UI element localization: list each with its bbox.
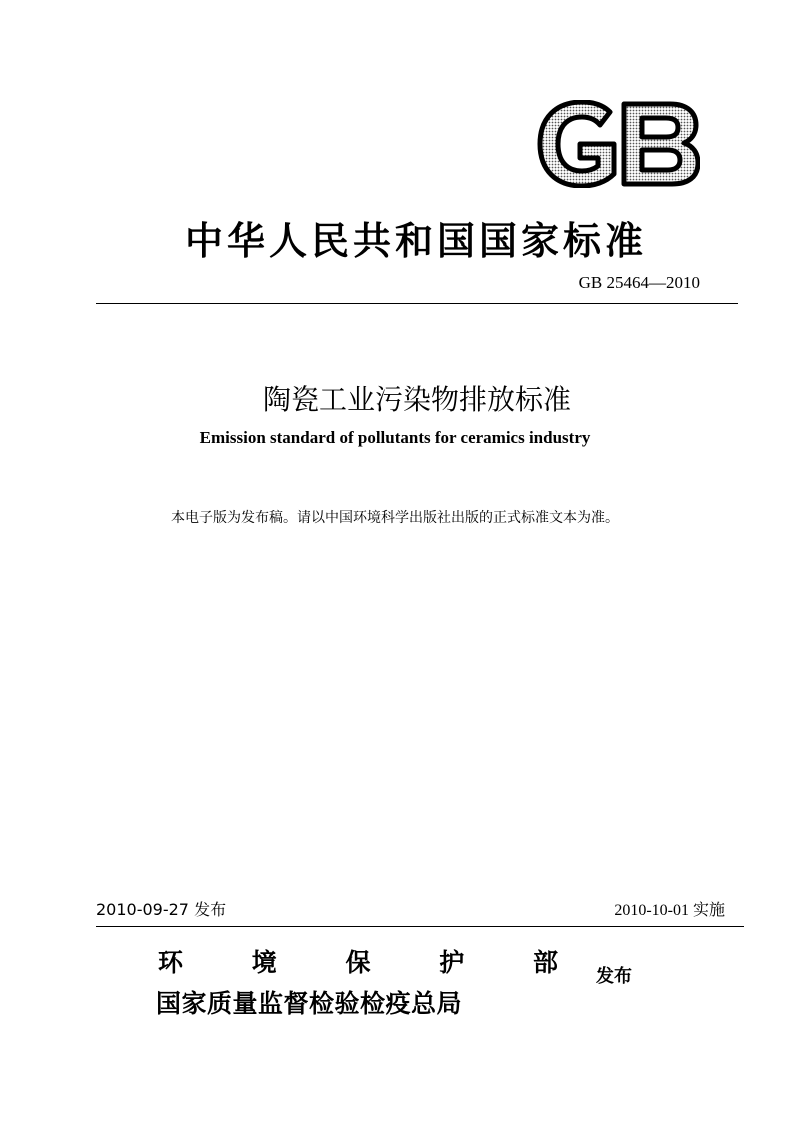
electronic-version-note: 本电子版为发布稿。请以中国环境科学出版社出版的正式标准文本为准。 xyxy=(171,510,619,526)
national-standard-heading: 中华人民共和国国家标准 xyxy=(184,219,647,263)
issue-date xyxy=(96,897,226,920)
issue-date-value: 2010-09-27 xyxy=(96,900,189,919)
footer-divider xyxy=(96,926,744,927)
standard-title-english: Emission standard of pollutants for ceramics industry xyxy=(199,428,591,447)
issue-date-label: 发布 xyxy=(194,900,227,919)
issuer-char: 境 xyxy=(251,948,277,977)
implementation-date-value: 2010-10-01 xyxy=(614,902,689,919)
implementation-date-label: 实施 xyxy=(692,900,725,919)
issuer-char: 保 xyxy=(345,948,371,977)
issuer-char: 部 xyxy=(532,948,558,977)
implementation-date xyxy=(614,897,725,920)
issuer-aqsiq: 国家质量监督检验检疫总局 xyxy=(156,989,463,1018)
issuer-ministry-of-environmental-protection xyxy=(158,943,558,979)
header-divider xyxy=(96,303,738,304)
gb-logo xyxy=(536,100,700,188)
issuer-char: 护 xyxy=(439,948,465,977)
standard-number: GB 25464—2010 xyxy=(578,273,700,292)
standard-title-chinese: 陶瓷工业污染物排放标准 xyxy=(262,383,571,416)
issuer-char: 环 xyxy=(158,948,184,977)
publish-label: 发布 xyxy=(596,966,632,987)
